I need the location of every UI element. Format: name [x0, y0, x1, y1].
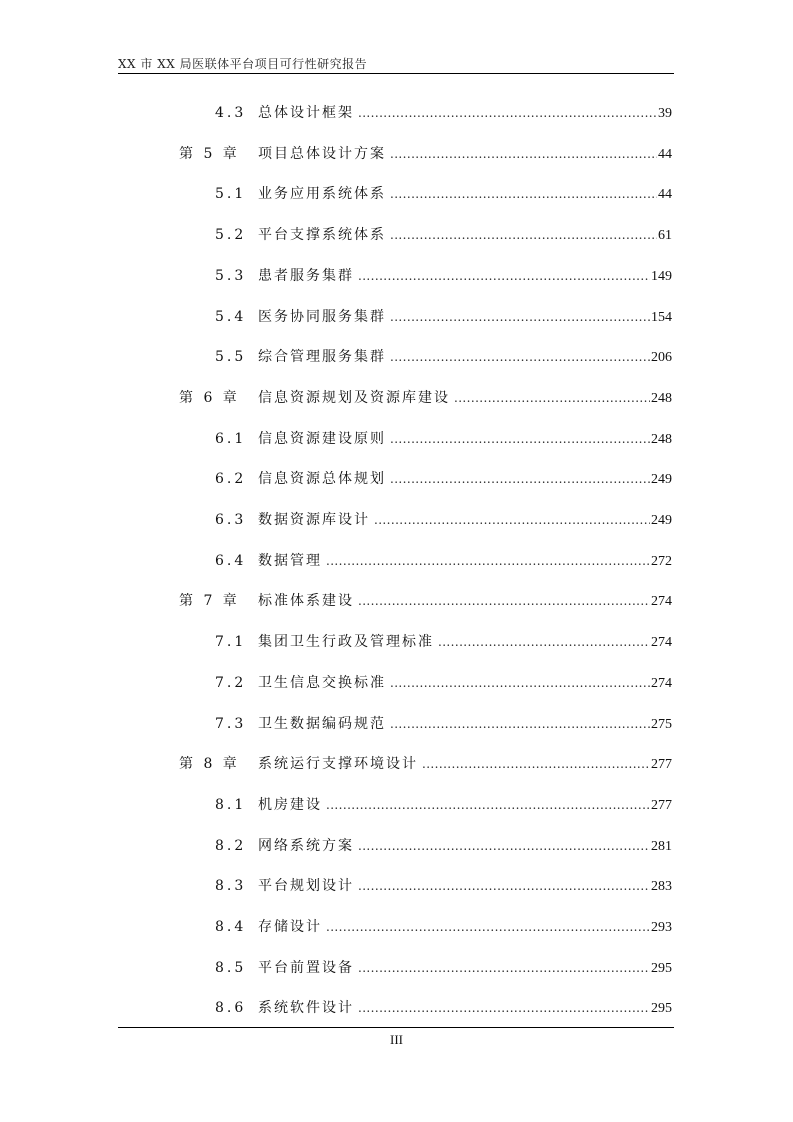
toc-entry-title: 数据资源库设计: [258, 512, 370, 528]
toc-section-entry[interactable]: [215, 306, 672, 328]
toc-leader-dots: [390, 187, 657, 201]
toc-entry-number: 7.1: [215, 634, 247, 651]
toc-section-entry[interactable]: [215, 835, 672, 857]
toc-entry-number: 8.5: [215, 959, 247, 976]
toc-section-entry[interactable]: [215, 957, 672, 979]
toc-entry-page: 248: [651, 431, 672, 447]
toc-section-entry[interactable]: [215, 428, 672, 450]
toc-entry-page: 206: [651, 350, 672, 366]
toc-entry-title: 项目总体设计方案: [258, 145, 386, 162]
toc-section-entry[interactable]: [215, 631, 672, 653]
toc-entry-number: 第 8 章: [179, 756, 240, 773]
toc-leader-dots: [358, 1001, 650, 1015]
toc-leader-dots: [326, 920, 650, 934]
toc-entry-page: 44: [658, 187, 672, 203]
toc-entry-page: 274: [651, 594, 672, 610]
toc-entry-title: 集团卫生行政及管理标准: [258, 634, 434, 651]
toc-entry-title: 系统运行支撑环境设计: [258, 756, 418, 773]
toc-entry-number: 6.4: [215, 552, 247, 569]
toc-entry-number: 5.4: [215, 308, 247, 325]
toc-leader-dots: [358, 594, 650, 608]
toc-section-entry[interactable]: [215, 875, 672, 897]
toc-entry-page: 272: [651, 553, 672, 569]
toc-entry-title: 平台支撑系统体系: [258, 227, 386, 244]
toc-leader-dots: [422, 757, 650, 771]
toc-section-entry[interactable]: [215, 183, 672, 205]
toc-chapter-entry[interactable]: [179, 143, 672, 165]
toc-entry-number: 6.2: [215, 471, 247, 488]
toc-section-entry[interactable]: [215, 102, 672, 124]
toc-section-entry[interactable]: [215, 713, 672, 735]
toc-leader-dots: [358, 961, 650, 975]
toc-entry-page: 149: [651, 268, 672, 284]
toc-section-entry[interactable]: [215, 916, 672, 938]
footer-rule: [118, 1027, 674, 1028]
toc-entry-number: 8.3: [215, 878, 247, 895]
toc-section-entry[interactable]: [215, 346, 672, 368]
toc-leader-dots: [358, 879, 650, 893]
toc-section-entry[interactable]: [215, 794, 672, 816]
toc-entry-number: 第 7 章: [179, 593, 240, 610]
toc-entry-title: 标准体系建设: [258, 593, 354, 610]
toc-entry-title: 业务应用系统体系: [258, 186, 386, 203]
toc-entry-number: 5.2: [215, 227, 247, 244]
toc-leader-dots: [390, 310, 650, 324]
toc-entry-page: 154: [651, 309, 672, 325]
toc-section-entry[interactable]: [215, 265, 672, 287]
toc-leader-dots: [358, 106, 657, 120]
toc-leader-dots: [454, 391, 650, 405]
toc-entry-page: 283: [651, 879, 672, 895]
toc-entry-number: 5.3: [215, 267, 247, 284]
toc-entry-page: 61: [658, 228, 672, 244]
toc-entry-title: 综合管理服务集群: [258, 349, 386, 366]
toc-entry-page: 44: [658, 146, 672, 162]
toc-entry-number: 8.6: [215, 1000, 247, 1017]
toc-leader-dots: [390, 717, 650, 731]
toc-entry-number: 7.3: [215, 715, 247, 732]
toc-section-entry[interactable]: [215, 550, 672, 572]
toc-entry-page: 274: [651, 675, 672, 691]
toc-entry-title: 信息资源建设原则: [258, 430, 386, 447]
toc-entry-number: 5.1: [215, 186, 247, 203]
toc-entry-number: 8.2: [215, 837, 247, 854]
toc-entry-page: 248: [651, 390, 672, 406]
toc-leader-dots: [358, 269, 650, 283]
toc-entry-title: 数据管理: [258, 552, 322, 569]
toc-leader-dots: [326, 798, 650, 812]
toc-entry-title: 信息资源规划及资源库建设: [258, 389, 450, 406]
toc-entry-page: 39: [658, 106, 672, 121]
toc-entry-page: 274: [651, 635, 672, 651]
toc-entry-title: 平台规划设计: [258, 878, 354, 895]
toc-entry-number: 7.2: [215, 674, 247, 691]
toc-leader-dots: [390, 147, 657, 161]
toc-entry-number: 4.3: [215, 105, 247, 121]
toc-leader-dots: [438, 635, 650, 649]
toc-entry-title: 信息资源总体规划: [258, 471, 386, 488]
toc-section-entry[interactable]: [215, 509, 672, 531]
page-number: III: [390, 1032, 403, 1047]
toc-section-entry[interactable]: [215, 672, 672, 694]
toc-section-entry[interactable]: [215, 224, 672, 246]
toc-entry-title: 卫生数据编码规范: [258, 715, 386, 732]
toc-entry-number: 8.4: [215, 919, 247, 935]
toc-leader-dots: [390, 676, 650, 690]
toc-entry-title: 网络系统方案: [258, 837, 354, 854]
toc-entry-title: 医务协同服务集群: [258, 308, 386, 325]
header-rule: [118, 73, 674, 74]
toc-entry-page: 275: [651, 716, 672, 732]
toc-leader-dots: [390, 228, 657, 242]
toc-entry-page: 281: [651, 838, 672, 854]
running-header: XX 市 XX 局医联体平台项目可行性研究报告: [118, 57, 368, 71]
toc-entry-number: 第 5 章: [179, 145, 240, 162]
toc-leader-dots: [358, 839, 650, 853]
toc-entry-page: 295: [651, 1001, 672, 1017]
toc-entry-page: 277: [651, 797, 672, 813]
toc-leader-dots: [374, 513, 650, 527]
toc-chapter-entry[interactable]: [179, 590, 672, 612]
toc-entry-title: 平台前置设备: [258, 959, 354, 976]
toc-chapter-entry[interactable]: [179, 753, 672, 775]
toc-entry-title: 患者服务集群: [258, 267, 354, 284]
toc-entry-title: 卫生信息交换标准: [258, 674, 386, 691]
toc-entry-page: 277: [651, 757, 672, 773]
toc-leader-dots: [390, 432, 650, 446]
toc-entry-page: 295: [651, 960, 672, 976]
toc-entry-page: 249: [651, 472, 672, 488]
toc-section-entry[interactable]: [215, 997, 672, 1019]
toc-entry-title: 总体设计框架: [258, 105, 354, 121]
toc-leader-dots: [326, 554, 650, 568]
toc-entry-page: 293: [651, 920, 672, 935]
toc-entry-number: 6.3: [215, 512, 247, 528]
toc-entry-title: 存储设计: [258, 919, 322, 935]
toc-section-entry[interactable]: [215, 468, 672, 490]
toc-entry-number: 8.1: [215, 796, 247, 813]
toc-entry-number: 5.5: [215, 349, 247, 366]
toc-entry-page: 249: [651, 513, 672, 528]
toc-entry-title: 机房建设: [258, 796, 322, 813]
toc-leader-dots: [390, 350, 650, 364]
toc-entry-number: 第 6 章: [179, 389, 240, 406]
toc-entry-number: 6.1: [215, 430, 247, 447]
toc-chapter-entry[interactable]: [179, 387, 672, 409]
toc-entry-title: 系统软件设计: [258, 1000, 354, 1017]
toc-leader-dots: [390, 472, 650, 486]
